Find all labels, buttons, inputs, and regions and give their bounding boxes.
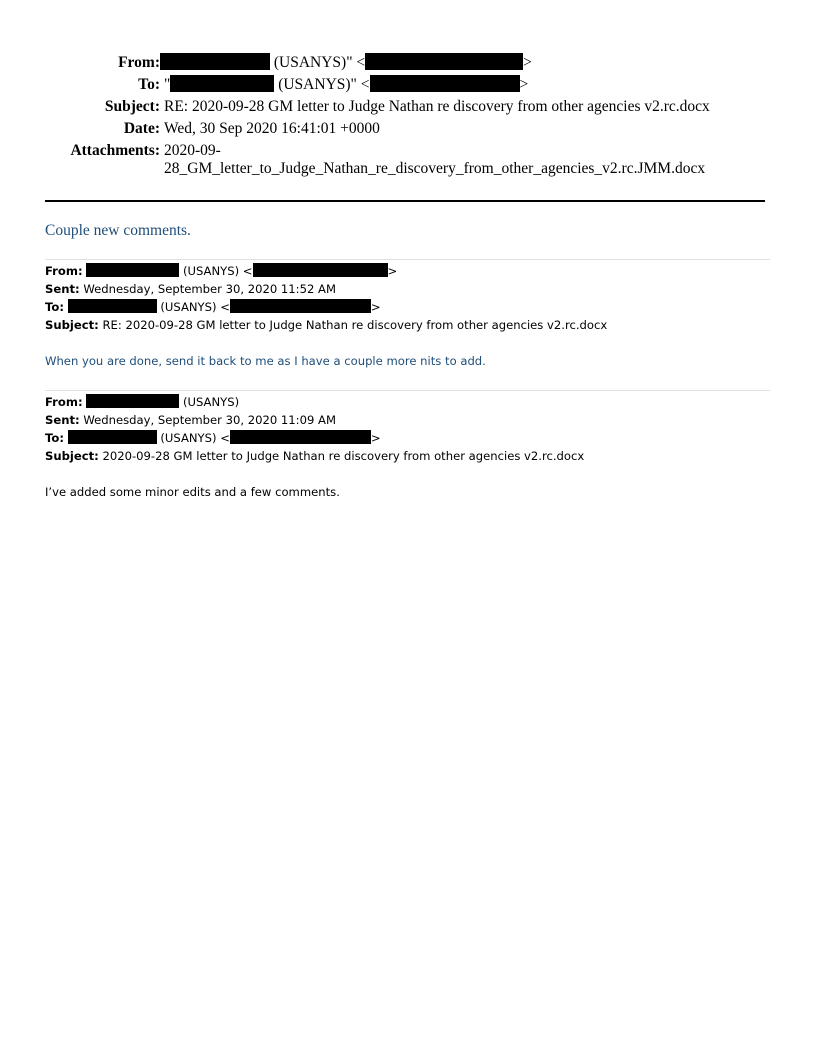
redaction-block bbox=[370, 75, 520, 92]
message1-to-label: To: bbox=[45, 300, 64, 314]
email-header bbox=[0, 52, 816, 178]
header-subject-label: Subject: bbox=[104, 98, 160, 115]
header-to-quote: " bbox=[164, 76, 171, 93]
header-attachments-row bbox=[0, 140, 816, 178]
message2-to-label: To: bbox=[45, 431, 64, 445]
message1-from-value: (USANYS) < bbox=[182, 264, 253, 278]
header-to-row bbox=[0, 74, 816, 96]
message2-sent-row bbox=[45, 411, 785, 429]
redaction-block bbox=[253, 263, 388, 277]
header-date-row bbox=[0, 118, 816, 140]
message2-from-row bbox=[45, 393, 785, 411]
header-divider bbox=[45, 200, 765, 202]
header-to-close: > bbox=[519, 76, 529, 93]
attachment-line-2: 28_GM_letter_to_Judge_Nathan_re_discovery_from_other_agencies_v2.rc.JMM.docx bbox=[164, 160, 706, 177]
message1-sent-value: Wednesday, September 30, 2020 11:52 AM bbox=[83, 282, 336, 296]
message2-subject-row bbox=[45, 447, 785, 465]
message2-from-value: (USANYS) bbox=[182, 395, 240, 409]
message1-to-row bbox=[45, 298, 785, 316]
quoted-message-1 bbox=[45, 262, 785, 334]
redaction-block bbox=[230, 430, 371, 444]
header-from-value: (USANYS)" < bbox=[273, 54, 366, 71]
redaction-block bbox=[68, 430, 157, 444]
message1-from-label: From: bbox=[45, 264, 83, 278]
message2-from-label: From: bbox=[45, 395, 83, 409]
redaction-block bbox=[86, 394, 179, 408]
message2-subject-value: 2020-09-28 GM letter to Judge Nathan re discovery from other agencies v2.rc.docx bbox=[102, 449, 585, 463]
reply-message-text: Couple new comments. bbox=[45, 222, 191, 239]
attachment-link[interactable] bbox=[160, 140, 754, 178]
header-to-value: (USANYS)" < bbox=[278, 76, 370, 93]
redaction-block bbox=[160, 53, 270, 70]
header-from-label: From: bbox=[118, 54, 160, 71]
message-divider bbox=[45, 259, 770, 260]
redaction-block bbox=[68, 299, 157, 313]
message2-subject-label: Subject: bbox=[45, 449, 99, 463]
header-subject-row bbox=[0, 96, 816, 118]
message1-subject-value: RE: 2020-09-28 GM letter to Judge Nathan re discovery from other agencies v2.rc.docx bbox=[102, 318, 608, 332]
message2-to-row bbox=[45, 429, 785, 447]
message1-to-value: (USANYS) < bbox=[160, 300, 230, 314]
message1-sent-row bbox=[45, 280, 785, 298]
message2-sent-value: Wednesday, September 30, 2020 11:09 AM bbox=[83, 413, 336, 427]
message1-subject-row bbox=[45, 316, 785, 334]
message1-from-close: > bbox=[387, 264, 398, 278]
header-from-row bbox=[0, 52, 816, 74]
quoted-message-2 bbox=[45, 393, 785, 465]
message1-sent-label: Sent: bbox=[45, 282, 80, 296]
redaction-block bbox=[86, 263, 179, 277]
message1-body: When you are done, send it back to me as I have a couple more nits to add. bbox=[45, 354, 486, 368]
header-to-label: To: bbox=[138, 76, 160, 93]
message1-to-close: > bbox=[370, 300, 381, 314]
message2-to-value: (USANYS) < bbox=[160, 431, 230, 445]
message-divider bbox=[45, 390, 770, 391]
header-from-close: > bbox=[523, 54, 532, 71]
header-attachments-label: Attachments: bbox=[70, 142, 160, 159]
message1-from-row bbox=[45, 262, 785, 280]
header-subject-value: RE: 2020-09-28 GM letter to Judge Nathan re discovery from other agencies v2.rc.docx bbox=[164, 98, 710, 115]
redaction-block bbox=[365, 53, 523, 70]
message1-subject-label: Subject: bbox=[45, 318, 99, 332]
message2-sent-label: Sent: bbox=[45, 413, 80, 427]
header-date-label: Date: bbox=[123, 120, 160, 137]
message2-to-close: > bbox=[370, 431, 381, 445]
header-date-value: Wed, 30 Sep 2020 16:41:01 +0000 bbox=[164, 120, 380, 137]
message2-body: I’ve added some minor edits and a few comments. bbox=[45, 485, 340, 499]
redaction-block bbox=[230, 299, 371, 313]
attachment-line-1: 2020-09- bbox=[164, 142, 221, 159]
redaction-block bbox=[170, 75, 274, 92]
